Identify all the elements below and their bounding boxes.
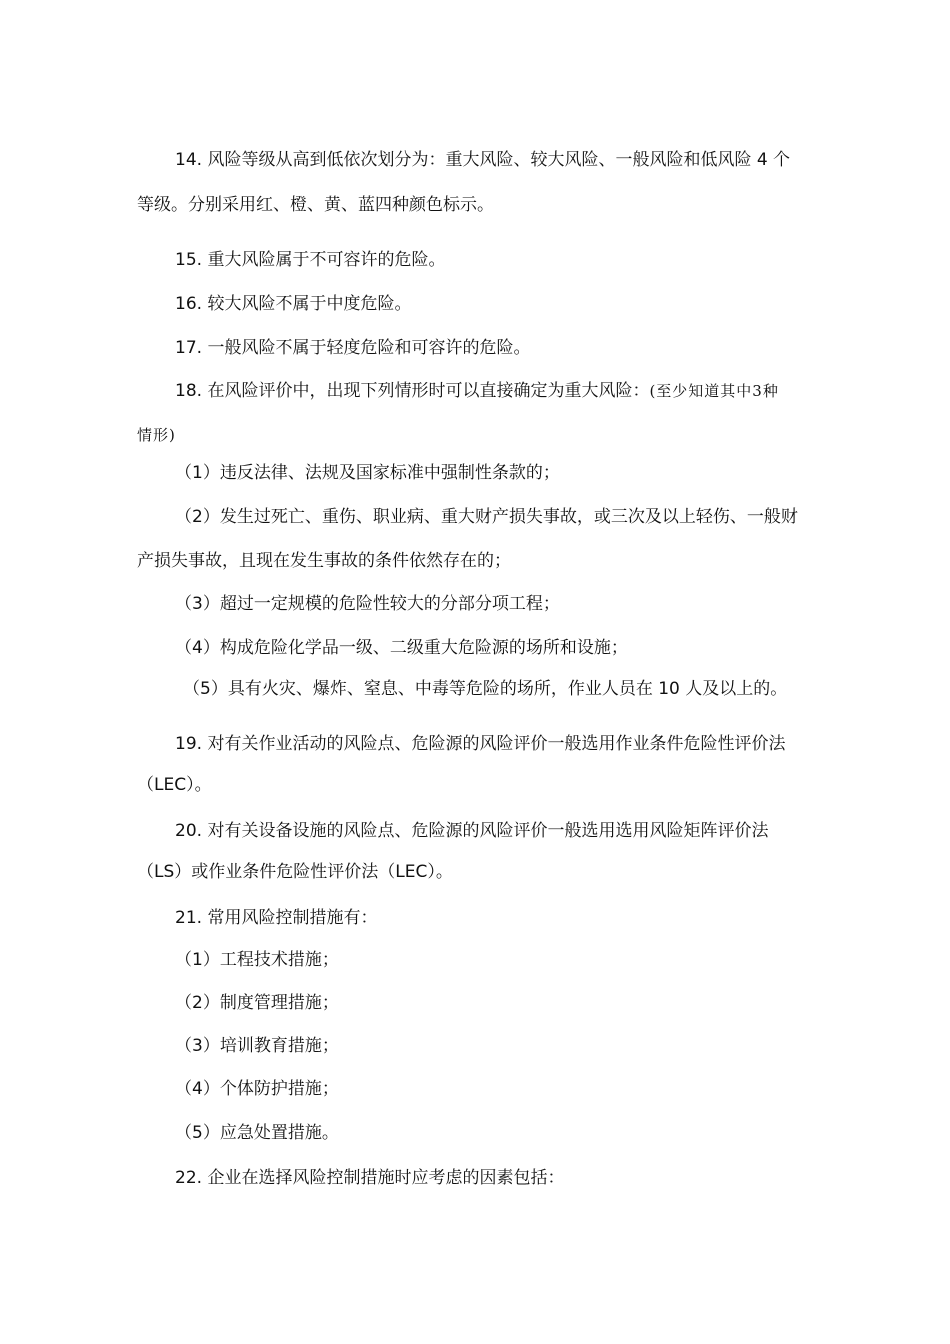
item-18-sub-2-line-1: （2）发生过死亡、重伤、职业病、重大财产损失事故，或三次及以上轻伤、一般财 bbox=[175, 507, 798, 527]
item-21-sub-4: （4）个体防护措施； bbox=[175, 1079, 339, 1099]
item-19-line-2: （LEC）。 bbox=[137, 775, 212, 795]
item-20-line-1: 20. 对有关设备设施的风险点、危险源的风险评价一般选用选用风险矩阵评价法 bbox=[175, 821, 769, 841]
item-18-sub-2-line-2: 产损失事故，且现在发生事故的条件依然存在的； bbox=[137, 551, 511, 571]
item-21-sub-5: （5）应急处置措施。 bbox=[175, 1123, 339, 1143]
item-21-sub-1: （1）工程技术措施； bbox=[175, 950, 339, 970]
item-14-line-1: 14. 风险等级从高到低依次划分为：重大风险、较大风险、一般风险和低风险 4 个 bbox=[175, 150, 791, 170]
item-20-line-2: （LS）或作业条件危险性评价法（LEC）。 bbox=[137, 862, 453, 882]
item-18-line-1 bbox=[175, 379, 779, 403]
item-21-sub-2: （2）制度管理措施； bbox=[175, 993, 339, 1013]
item-19-line-1: 19. 对有关作业活动的风险点、危险源的风险评价一般选用作业条件危险性评价法 bbox=[175, 734, 786, 754]
item-17: 17. 一般风险不属于轻度危险和可容许的危险。 bbox=[175, 338, 531, 358]
item-22: 22. 企业在选择风险控制措施时应考虑的因素包括： bbox=[175, 1168, 565, 1188]
item-18-sub-5: （5）具有火灾、爆炸、窒息、中毒等危险的场所，作业人员在 10 人及以上的。 bbox=[183, 679, 788, 699]
item-18-note-line-2: 情形) bbox=[137, 426, 176, 444]
item-18-sub-3: （3）超过一定规模的危险性较大的分部分项工程； bbox=[175, 594, 560, 614]
item-18-sub-4: （4）构成危险化学品一级、二级重大危险源的场所和设施； bbox=[175, 638, 628, 658]
item-18-text: 18. 在风险评价中，出现下列情形时可以直接确定为重大风险： bbox=[175, 381, 650, 401]
item-18-sub-1: （1）违反法律、法规及国家标准中强制性条款的； bbox=[175, 463, 560, 483]
item-16: 16. 较大风险不属于中度危险。 bbox=[175, 294, 412, 314]
item-18-note: (至少知道其中3种 bbox=[649, 382, 779, 400]
item-15: 15. 重大风险属于不可容许的危险。 bbox=[175, 250, 446, 270]
item-14-line-2: 等级。分别采用红、橙、黄、蓝四种颜色标示。 bbox=[137, 195, 494, 215]
item-21: 21. 常用风险控制措施有： bbox=[175, 908, 378, 928]
item-21-sub-3: （3）培训教育措施； bbox=[175, 1036, 339, 1056]
